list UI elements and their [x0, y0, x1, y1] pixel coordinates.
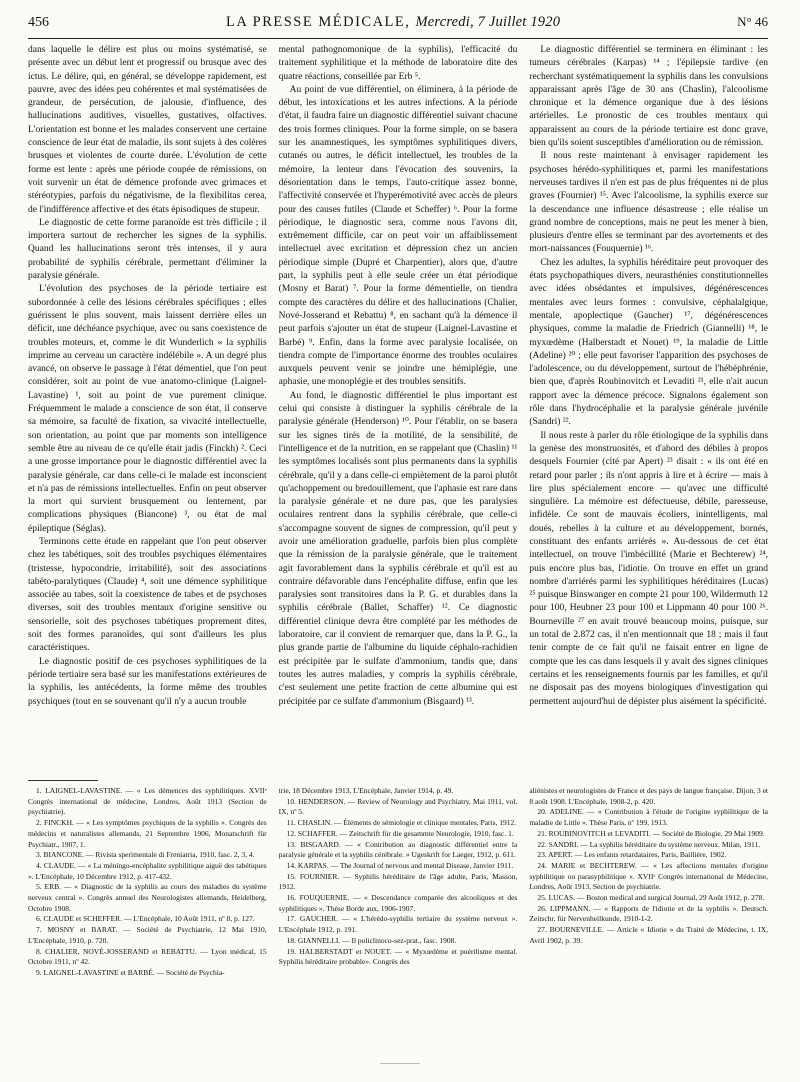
- paragraph: Terminons cette étude en rappelant que l'on peut observer chez les tabétiques, soit des troubles psychiques élémentaires (tristesse, hypocondrie, irritabilité), soit des associations tabéto-paralytiques (Claude) ⁴, soit une démence syphilitique associée au tabes, soit la coexistence de tabes et de psychoses diverses, soit des troubles mentaux d'origine sensitive ou sensorielle, soit des psychoses tabétiques proprement dites, soit des formes paranoïdes, qui sont d'ailleurs les plus caractéristiques.: [28, 536, 267, 654]
- footnote: 16. FOUQUERNIE. — « Descendance comparée des alcooliques et des syphilitiques ». Thèse Borde aux, 1906-1907.: [278, 893, 518, 913]
- footnote: trie, 18 Décembre 1913, L'Encéphale, Janvier 1914, p. 49.: [278, 786, 454, 795]
- footnote: 20. ADELINE. — « Contribution à l'étude de l'origine syphilitique de la maladie de Little ». Thèse Paris, nº 199, 1913.: [529, 807, 769, 828]
- paragraph: Il nous reste à parler du rôle étiologique de la syphilis dans la genèse des monstruosités, et d'abord des débiles à propos desquels Fournier (cité par Apert) ²³ disait : « ils ont été en retard pour parler ; ils n'ont appris à lire et à écrire — mais à lire plus spécialement encore — qu'avec une difficulté singulière. La mémoire est défectueuse, débile, paresseuse, infidèle. Ce sont de mauvais écoliers, inintelligents, mal doués, rebelles à la culture et au développement, bornés, constituant des enfants arriérés ». Au-dessous de cet état intellectuel, on trouve l'imbécillité (Marie et Bechterew) ²⁴, puis encore plus bas, l'idiotie. On trouve en effet un grand nombre d'arriérés parmi les syphilitiques héréditaires (Lucas) ²⁵ puisque Binswanger en compte 21 pour 100, Wildermuth 12 pour 100, Heubner 23 pour 100 et Lippmann 40 pour 100 ²⁶. Bourneville ²⁷ en avait trouvé beaucoup moins, puisque, sur un total de 2.872 cas, il n'en mentionnait que 18 ; mais il faut tenir compte de ce fait qu'il ne faisait entrer en ligne de compte que les cas dans lesquels il y avait des signes cliniques certains et les renseignements fournis par les familles, et qu'il ne disposait pas des moyens biologiques d'investigation qui permettent aujourd'hui de dépister plus aisément la spécificité.: [529, 430, 769, 707]
- footnote: 22. SANDRI. — La syphilis héréditaire du système nerveux. Milan, 1911.: [537, 839, 761, 849]
- page-header: [28, 14, 768, 39]
- footnote: 18. GIANNELLI. — Il policlinoco-sez-prat., fasc. 1908.: [286, 935, 457, 945]
- footnote: 17. GAUCHER. — « L'hérédo-syphilis tertiaire du système nerveux ». L'Encéphale 1912, p. 191.: [278, 914, 518, 935]
- paragraph: Le diagnostic différentiel se terminera en éliminant : les tumeurs cérébrales (Karpas) ¹⁴ ; l'épilepsie tardive (en recherchant systématiquement la syphilis dans les convulsions apparaissant après l'âge de 30 ans (Chaslin), l'alcoolisme chronique et la démence organique due à des lésions artérielles. Le pronostic de ces troubles mentaux qui apparaissent au cours de la période tertiaire est donc grave, bien qu'ils soient susceptibles d'amélioration ou de rémission.: [529, 45, 769, 149]
- article-body: [28, 44, 768, 776]
- footnote: 2. FINCKH. — « Les symptômes psychiques de la syphilis ». Congrès des médecins et naturalistes allemands, 21 Septembre 1906, Monatschrift für Psychiatr., 1907, 1.: [28, 818, 267, 849]
- footnote: 26. LIPPMANN. — « Rapports de l'idiotie et de la syphilis ». Deutsch. Zeitschr. für Nervenheilkunde, 1910-1-2.: [529, 903, 769, 924]
- paragraph: Le diagnostic positif de ces psychoses syphilitiques de la période tertiaire sera basé sur les manifestations extérieures de la syphilis, les antécédents, la forme même des troubles psychiques (tout en se souvenant qu'il n'y a aucun trouble: [28, 656, 267, 707]
- footnote: 25. LUCAS. — Boston medical and surgical Journal, 29 Août 1912, p. 278.: [537, 893, 765, 903]
- paragraph: L'évolution des psychoses de la période tertiaire est subordonnée à celle des lésions cérébrales spécifiques ; elles guérissent le plus souvent, mais laissent derrière elles un déficit, une déchéance psychique, avec ou sans coexistence de troubles moteurs, et, comme le dit Wunderlich « la syphilis imprime au cerveau un caractère indélébile ». A un degré plus avancé, on observe le passage à l'état démentiel, que l'on peut considérer, soit au point de vue anatomo-clinique (Laignel-Lavastine) ¹, soit au point de vue purement clinique. Fréquemment le malade a conscience de son état, il conserve sa mémoire, sa faculté de fixation, sa vivacité intellectuelle, son orientation, au point que par moments son intelligence semble être au niveau de ce qu'elle était jadis (Finckh) ². Ceci a une grosse importance pour le diagnostic différentiel avec la paralysie générale, car dans celle-ci le malade est inconscient et n'a pas de rémissions intellectuelles. Enfin on peut observer la mort qui survient brusquement ou lentement, par complications physiques (Biancone) ³, ou état de mal épileptique (Séglas).: [28, 284, 267, 534]
- footnote: 19. HALBERSTADT et NOUET. — « Myxœdème et puérilisme mental. Syphilis héréditaire probable». Congrès des: [278, 946, 518, 967]
- footnotes: [28, 786, 768, 1072]
- footnote: 8. CHALIER, NOVÉ-JOSSERAND et REBATTU. — Lyon médical, 15 Octobre 1911, nº 42.: [28, 946, 267, 967]
- footnote: 27. BOURNEVILLE. — Article « Idiotie » du Traité de Médecine, t. IX, Avril 1902, p. 39.: [529, 925, 769, 945]
- paragraph: Au point de vue différentiel, on éliminera, à la période de début, les intoxications et les autres infections. A la période d'état, il faudra faire un diagnostic différentiel suivant chacune des trois formes cliniques. Pour la forme simple, on se basera sur les anamnestiques, les symptômes syphilitiques divers, cutanés ou autres, le déficit intellectuel, les troubles de la mémoire, la lenteur dans l'évocation des souvenirs, la désorientation dans le temps, l'auto-critique assez bonne, l'affectivité conservée et l'hyperémotivité avec accès de pleurs pour des causes futiles (Claude et Scheffer) ⁶. Pour la forme périodique, le diagnostic sera, comme nous l'avons dit, extrêmement difficile, car on peut voir un affaiblissement intellectuel avec excitation et dépression chez un ancien périodique simple (Dupré et Charpentier), alors que, d'autre part, la syphilis peut à elle seule créer un état périodique (Mosny et Barat) ⁷. Pour la forme démentielle, on tiendra compte des caractères du délire et des hallucinations (Chalier, Nové-Josserand et Rebattu) ⁸, en sachant qu'à la démence il peut parfois s'ajouter un état de stupeur (Laignel-Lavastine et Barbé) ⁹. Enfin, dans la forme avec paralysie localisée, on tiendra compte de l'importance énorme des troubles oculaires auxquels peuvent venir se joindre une hémiplégie, une aphasie, une monoplégie et des troubles sensitifs.: [278, 84, 518, 388]
- issue-date: Mercredi, 7 Juillet 1920: [415, 14, 561, 30]
- footnote: 12. SCHAFFER. — Zeitschrift für die gesammte Neurologie, 1910, fasc. 1.: [286, 828, 514, 838]
- footnote: 5. ERB. — « Diagnostic de la syphilis au cours des maladies du système nerveux central ». Congrès annuel des Neurologistes allemands, Heidelberg, Octobre 1908.: [28, 882, 267, 913]
- text-column-middle: [279, 44, 518, 776]
- footnote: aliénistes et neurologistes de France et des pays de langue française. Dijon, 3 et 8 août 1908. L'Encéphale, 1908-2, p. 420.: [529, 786, 769, 806]
- footnote: 3. BIANCONE. — Rivista sperimentale di Freniatria, 1910, fasc. 2, 3, 4.: [36, 850, 255, 860]
- paragraph: Chez les adultes, la syphilis héréditaire peut provoquer des états psychopathiques divers, neurasthénies constitutionnelles avec idées obsédantes et impulsives, dégénérescences mentales avec leurs formes : convulsive, céphalalgique, mentale, apoplectique (Gaucher) ¹⁷, dégénérescences physiques, comme la maladie de Friedrich (Giannelli) ¹⁸, le myxœdème (Halberstadt et Nouet) ¹⁹, la maladie de Little (Adeline) ²⁰ ; elle peut favoriser l'apparition des psychoses de l'adolescence, ou du développement, surtout de l'hébéphrénie, bien que, d'après Roubinovitch et Levaditi ²¹, elle n'ait aucun rapport avec la démence précoce. Signalons également son rôle dans l'hydrocéphalie et la paralysie générale juvénile (Sandri) ²².: [529, 257, 769, 428]
- footnote-column-left: [28, 786, 267, 1072]
- paragraph: dans laquelle le délire est plus ou moins systématisé, se présente avec un début lent et progressif ou brusque avec des ictus. Le délire, qui, en général, se développe rapidement, est pauvre, avec des idées peu cohérentes et mal systématisées de grandeur, de persécution, de jalousie, d'influence, des hallucinations auditives, visuelles, gustatives, olfactives. L'orientation est bonne et les malades conservent une certaine conscience de leur état de maladie, ils sont sujets à des colères brusques et violentes de courte durée. L'évolution de cette forme est lente : après une période coupée de rémissions, on voit survenir un état de démence profonde avec grimaces et stéréotypies, parfois du négativisme, de la flexibilitas cerea, de l'indifférence affective et des états épisodiques de stupeur.: [28, 45, 267, 215]
- paragraph: Il nous reste maintenant à envisager rapidement les psychoses hérédo-syphilitiques et, parmi les manifestations nerveuses tardives il n'en est pas de plus fréquentes ni de plus graves (Fournier) ¹⁵. Avec l'alcoolisme, la syphilis exerce sur la descendance une influence désastreuse ; elle réalise un grand nombre de conceptions, mais ne peut les mener à bien, plusieurs d'entre elles se terminant par des avortements et des mort-naissances (Fouquernie) ¹⁶.: [529, 151, 769, 255]
- footnote: 15. FOURNIER. — Syphilis héréditaire de l'âge adulte, Paris, Masson, 1912.: [278, 871, 518, 892]
- journal-title: LA PRESSE MÉDICALE,: [225, 14, 411, 30]
- paragraph: mental pathognomonique de la syphilis), l'efficacité du traitement syphilitique et la méthode de laboratoire dite des quatre réactions, conseillée par Erb ⁵.: [278, 45, 518, 82]
- footnote: 6. CLAUDE et SCHEFFER. — L'Encéphale, 10 Août 1911, nº 8, p. 127.: [36, 914, 255, 924]
- footnote: 14. KARPAS. — The Journal of nervous and mental Disease, Janvier 1911.: [286, 860, 514, 870]
- paragraph: Au fond, le diagnostic différentiel le plus important est celui qui consiste à distinguer la syphilis cérébrale de la paralysie générale (Henderson) ¹⁰. Pour l'établir, on se basera sur les signes tirés de la motilité, de la sensibilité, de l'intelligence et de la nutrition, en se rappelant que (Chaslin) ¹¹ les symptômes localisés sont plus permanents dans la syphilis cérébrale, qu'il y a dans celle-ci empiètement de la paroi plutôt qu'achoppement ou bredouillement, que l'aphasie est rare dans la paralysie générale et ne dure pas, que les paralysies oculaires rentrent dans la syphilis cérébrale, que celle-ci s'accompagne souvent de signes de compression, qu'il peut y avoir une amélioration graduelle, parfois bien plus complète que la rémission de la paralysie générale, que le traitement agit favorablement dans la syphilis cérébrale et qu'il est au contraire défavorable dans l'encéphalite diffuse, enfin que les paralysies sont transitoires dans la P. G. et durables dans la syphilis cérébrale (Ballet, Schaffer) ¹². Ce diagnostic différentiel clinique devra être complété par les méthodes de laboratoire, car il convient de remarquer que, dans la P. G., la plus grande partie de l'albumine du liquide céphalo-rachidien est précipitée par le sulfate d'ammonium, tandis que, dans toutes les autres maladies, y compris la syphilis cérébrale, c'est seulement une petite fraction de cette albumine qui est précipitée par ce sulfate d'ammonium (Bisgaard) ¹³.: [278, 390, 518, 707]
- footnote: 9. LAIGNEL-LAVASTINE et BARBÉ. — Société de Psychia-: [36, 967, 225, 977]
- footnote: 23. APERT. — Les enfants retardataires, Paris, Baillière, 1902.: [537, 850, 727, 860]
- footnote: 11. CHASLIN. — Éléments de sémiologie et clinique mentales, Paris, 1912.: [286, 818, 517, 828]
- footnote-column-right: [529, 786, 768, 1072]
- text-column-left: [28, 44, 267, 776]
- footnote: 1. LAIGNEL-LAVASTINE. — « Les démences des syphilitiques. XVIIᵉ Congrès international de médecine, Londres, Août 1913 (Section de psychiatrie).: [28, 786, 267, 817]
- text-column-right: [529, 44, 768, 776]
- issue-number: N° 46: [737, 14, 768, 29]
- footnote-column-middle: [279, 786, 518, 1072]
- footnote: 7. MOSNY et BARAT. — Société de Psychiatrie, 12 Mai 1910, L'Encéphale, 1910, p. 720.: [28, 925, 267, 945]
- paragraph: Le diagnostic de cette forme paranoïde est très difficile ; il importera surtout de rechercher les signes de la syphilis. Quand les hallucinations seront très intenses, il y aura probabilité de syphilis cérébrale, permettant d'éliminer la paralysie générale.: [28, 217, 267, 282]
- footnote: 10. HENDERSON. — Review of Neurology and Psychiatry, Mai 1911, vol. IX, nº 5.: [278, 796, 518, 817]
- bottom-rule: [380, 1063, 420, 1064]
- footnote: 4. CLAUDE. — « La méningo-encéphalite syphilitique aiguë des tabétiques ». L'Encéphale, 10 Décembre 1912, p. 417-432.: [28, 860, 267, 881]
- footnote: 21. ROUBINOVITCH et LEVADITI. — Société de Biologie, 29 Mai 1909.: [537, 828, 765, 838]
- journal-title-line: [226, 14, 560, 31]
- page-number: 456: [28, 15, 49, 30]
- footnote: 24. MARIE et BECHTEREW. — « Les affections mentales d'origine syphilitique ou parasyphilitique ». XVIIᵉ Congrès international de Médecine, Londres, Août 1913, Section de psychiatrie.: [529, 860, 769, 892]
- footnote: 13. BISGAARD. — « Contribution au diagnostic différentiel entre la paralysie générale et la syphilis cérébrale. » Ugeskrift for Laeger, 1912, p. 611.: [278, 839, 518, 860]
